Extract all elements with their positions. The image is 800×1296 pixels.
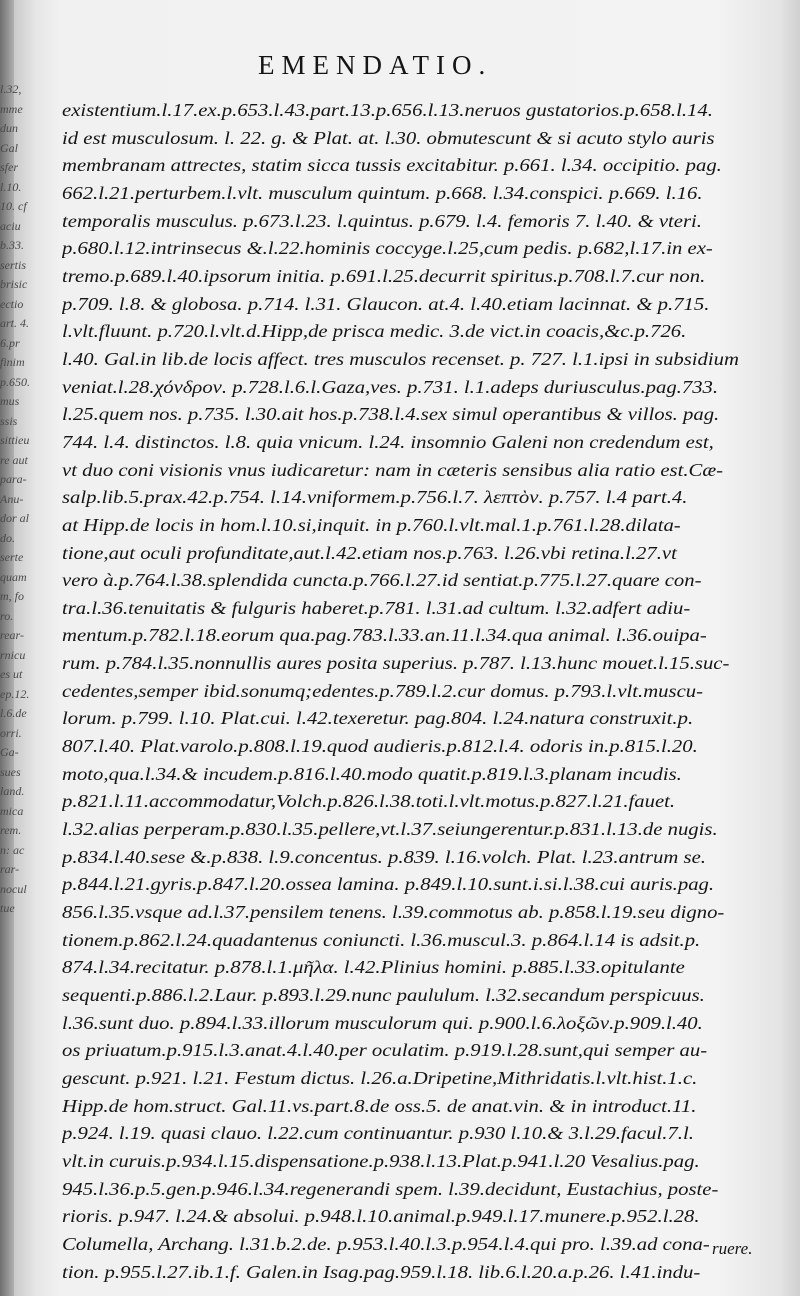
text-line: salp.lib.5.prax.42.p.754. l.14.vniformem.p.756.l.7. λεπτὸν. p.757. l.4 part.4.: [62, 487, 688, 508]
text-line: p.834.l.40.sese &.p.838. l.9.concentus. p.839. l.16.volch. Plat. l.23.antrum se.: [62, 846, 706, 867]
margin-fragment: b.33.: [0, 238, 24, 252]
text-line: p.924. l.19. quasi clauo. l.22.cum continuantur. p.930 l.10.& 3.l.29.facul.7.l.: [62, 1123, 694, 1144]
margin-fragment: ep.12.: [0, 686, 30, 701]
margin-fragment: para-: [0, 472, 27, 486]
text-line: tionem.p.862.l.24.quadantenus coniuncti. l.36.muscul.3. p.864.l.14 is adsit.p.: [62, 929, 701, 950]
margin-fragment: Anu-: [0, 491, 24, 506]
text-line: Hipp.de hom.struct. Gal.11.vs.part.8.de oss.5. de anat.vin. & in introduct.11.: [62, 1095, 697, 1116]
margin-fragment: orri.: [0, 725, 22, 740]
errata-text-body: [62, 97, 767, 1286]
margin-fragment: Ga-: [0, 745, 19, 759]
text-line: l.25.quem nos. p.735. l.30.ait hos.p.738.l.4.sex simul operantibus & villos. pag.: [62, 404, 720, 425]
text-line: temporalis musculus. p.673.l.23. l.quintus. p.679. l.4. femoris 7. l.40. & vteri.: [62, 210, 702, 231]
text-line: sequenti.p.886.l.2.Laur. p.893.l.29.nunc paululum. l.32.secandum perspicuus.: [62, 985, 705, 1005]
text-line: moto,qua.l.34.& incudem.p.816.l.40.modo quatit.p.819.l.3.planam incudis.: [62, 763, 682, 784]
text-line: 807.l.40. Plat.varolo.p.808.l.19.quod audieris.p.812.l.4. odoris in.p.815.l.20.: [62, 736, 698, 757]
margin-fragment: mica: [0, 803, 24, 818]
text-line: membranam attrectes, statim sicca tussis excitabitur. p.661. l.34. occipitio. pag.: [62, 155, 722, 176]
text-line: p.821.l.11.accommodatur,Volch.p.826.l.38.toti.l.vlt.motus.p.827.l.21.fauet.: [62, 791, 676, 812]
text-line: veniat.l.28.χόνδρον. p.728.l.6.l.Gaza,ves. p.731. l.1.adeps duriusculus.pag.733.: [62, 376, 719, 397]
running-head: EMENDATIO.: [258, 50, 493, 80]
text-line: id est musculosum. l. 22. g. & Plat. at. l.30. obmutescunt & si acuto stylo auris: [62, 127, 715, 148]
margin-fragment: l.10.: [0, 179, 22, 194]
margin-fragment: do.: [0, 530, 15, 545]
margin-fragment: 6.pr: [0, 335, 20, 350]
text-line: tione,aut oculi profunditate,aut.l.42.etiam nos.p.763. l.26.vbi retina.l.27.vt: [62, 542, 677, 563]
text-line: rioris. p.947. l.24.& absolui. p.948.l.10.animal.p.949.l.17.munere.p.952.l.28.: [62, 1206, 700, 1227]
text-line: 945.l.36.p.5.gen.p.946.l.34.regenerandi spem. l.39.decidunt, Eustachius, poste-: [62, 1178, 719, 1199]
margin-fragment: Gal: [0, 140, 18, 155]
margin-fragment: nocul: [0, 881, 27, 896]
margin-fragment: es ut: [0, 667, 23, 681]
text-line: 662.l.21.perturbem.l.vlt. musculum quintum. p.668. l.34.conspici. p.669. l.16.: [62, 182, 703, 203]
text-line: vlt.in curuis.p.934.l.15.dispensatione.p.938.l.13.Plat.p.941.l.20 Vesalius.pag.: [62, 1150, 700, 1171]
text-line: l.36.sunt duo. p.894.l.33.illorum musculorum qui. p.900.l.6.λοξῶν.p.909.l.40.: [62, 1012, 703, 1033]
margin-fragment: art. 4.: [0, 316, 30, 330]
text-line: vero à.p.764.l.38.splendida cuncta.p.766.l.27.id sentiat.p.775.l.27.quare con-: [62, 570, 702, 591]
left-margin-bleed-through: [0, 80, 32, 1296]
margin-fragment: rnicu: [0, 647, 26, 662]
margin-fragment: sertis: [0, 257, 27, 272]
margin-fragment: quam: [0, 569, 27, 584]
text-line: rum. p.784.l.35.nonnullis aures posita superius. p.787. l.13.hunc mouet.l.15.suc-: [62, 653, 730, 674]
margin-fragment: n: ac: [0, 842, 25, 857]
margin-fragment: mme: [0, 101, 23, 116]
margin-fragment: 10. cf: [0, 199, 27, 213]
catchword: ruere.: [712, 1239, 753, 1258]
text-line: p.709. l.8. & globosa. p.714. l.31. Glaucon. at.4. l.40.etiam lacinnat. & p.715.: [62, 293, 710, 314]
text-line: Columella, Archang. l.31.b.2.de. p.953.l.40.l.3.p.954.l.4.qui pro. l.39.ad cona-: [62, 1233, 710, 1254]
margin-fragment: land.: [0, 784, 25, 798]
margin-fragment: dor al: [0, 511, 30, 525]
margin-fragment: brisic: [0, 277, 28, 291]
margin-fragment: l.6.de: [0, 706, 27, 720]
text-line: tremo.p.689.l.40.ipsorum initia. p.691.l.25.decurrit spiritus.p.708.l.7.cur non.: [62, 265, 706, 286]
text-line: at Hipp.de locis in hom.l.10.si,inquit. in p.760.l.vlt.mal.1.p.761.l.28.dilata-: [62, 514, 681, 535]
text-line: mentum.p.782.l.18.eorum qua.pag.783.l.33.an.11.l.34.qua animal. l.36.ouipa-: [62, 625, 707, 646]
text-line: 744. l.4. distinctos. l.8. quia vnicum. l.24. insomnio Galeni non credendum est,: [62, 431, 714, 452]
margin-fragment: l.32,: [0, 82, 22, 96]
text-line: l.vlt.fluunt. p.720.l.vlt.d.Hipp,de prisca medic. 3.de vict.in coacis,&c.p.726.: [62, 321, 687, 342]
text-line: p.844.l.21.gyris.p.847.l.20.ossea lamina. p.849.l.10.sunt.i.si.l.38.cui auris.pag.: [62, 874, 715, 895]
text-line: gescunt. p.921. l.21. Festum dictus. l.26.a.Dripetine,Mithridatis.l.vlt.hist.1.c.: [62, 1067, 698, 1088]
margin-fragment: m, fo: [0, 589, 24, 603]
text-line: existentium.l.17.ex.p.653.l.43.part.13.p.656.l.13.neruos gustatorios.p.658.l.14.: [62, 100, 713, 120]
text-line: 856.l.35.vsque ad.l.37.pensilem tenens. l.39.commotus ab. p.858.l.19.seu digno-: [62, 902, 725, 923]
margin-fragment: mus: [0, 394, 20, 408]
text-line: tra.l.36.tenuitatis & fulguris haberet.p.781. l.31.ad cultum. l.32.adfert adiu-: [62, 597, 691, 618]
margin-fragment: rear-: [0, 628, 24, 642]
margin-fragment: sues: [0, 764, 21, 779]
margin-fragment: rem.: [0, 823, 22, 837]
text-line: tion. p.955.l.27.ib.1.f. Galen.in Isag.pag.959.l.18. lib.6.l.20.a.p.26. l.41.indu-: [62, 1261, 701, 1282]
margin-fragment: ro.: [0, 608, 14, 623]
margin-fragment: serte: [0, 550, 24, 564]
text-line: 874.l.34.recitatur. p.878.l.1.μῆλα. l.42.Plinius homini. p.885.l.33.opitulante: [62, 957, 685, 978]
margin-fragment: sfer: [0, 160, 18, 174]
margin-fragment: p.650.: [0, 374, 30, 389]
margin-fragment: finim: [0, 355, 25, 369]
margin-fragment: re aut: [0, 452, 28, 467]
text-line: p.680.l.12.intrinsecus &.l.22.hominis coccyge.l.25,cum pedis. p.682,l.17.in ex-: [62, 238, 713, 259]
margin-fragment: tue: [0, 901, 15, 915]
text-line: l.40. Gal.in lib.de locis affect. tres musculos recenset. p. 727. l.1.ipsi in subsidium: [62, 348, 739, 369]
text-line: os priuatum.p.915.l.3.anat.4.l.40.per oculatim. p.919.l.28.sunt,qui semper au-: [62, 1040, 708, 1061]
margin-fragment: dun: [0, 121, 18, 135]
text-line: l.32.alias perperam.p.830.l.35.pellere,vt.l.37.seiungerentur.p.831.l.13.de nugis.: [62, 819, 718, 840]
text-line: cedentes,semper ibid.sonumq;edentes.p.789.l.2.cur domus. p.793.l.vlt.muscu-: [62, 680, 704, 701]
text-line: lorum. p.799. l.10. Plat.cui. l.42.texeretur. pag.804. l.24.natura construxit.p.: [62, 708, 694, 729]
margin-fragment: ssis: [0, 413, 18, 428]
margin-fragment: sittieu: [0, 433, 30, 447]
margin-fragment: rar-: [0, 862, 20, 876]
margin-fragment: aciu: [0, 218, 21, 233]
margin-fragment: ectio: [0, 296, 24, 311]
text-line: vt duo coni visionis vnus iudicaretur: nam in cæteris sensibus alia ratio est.Cæ-: [62, 459, 724, 480]
